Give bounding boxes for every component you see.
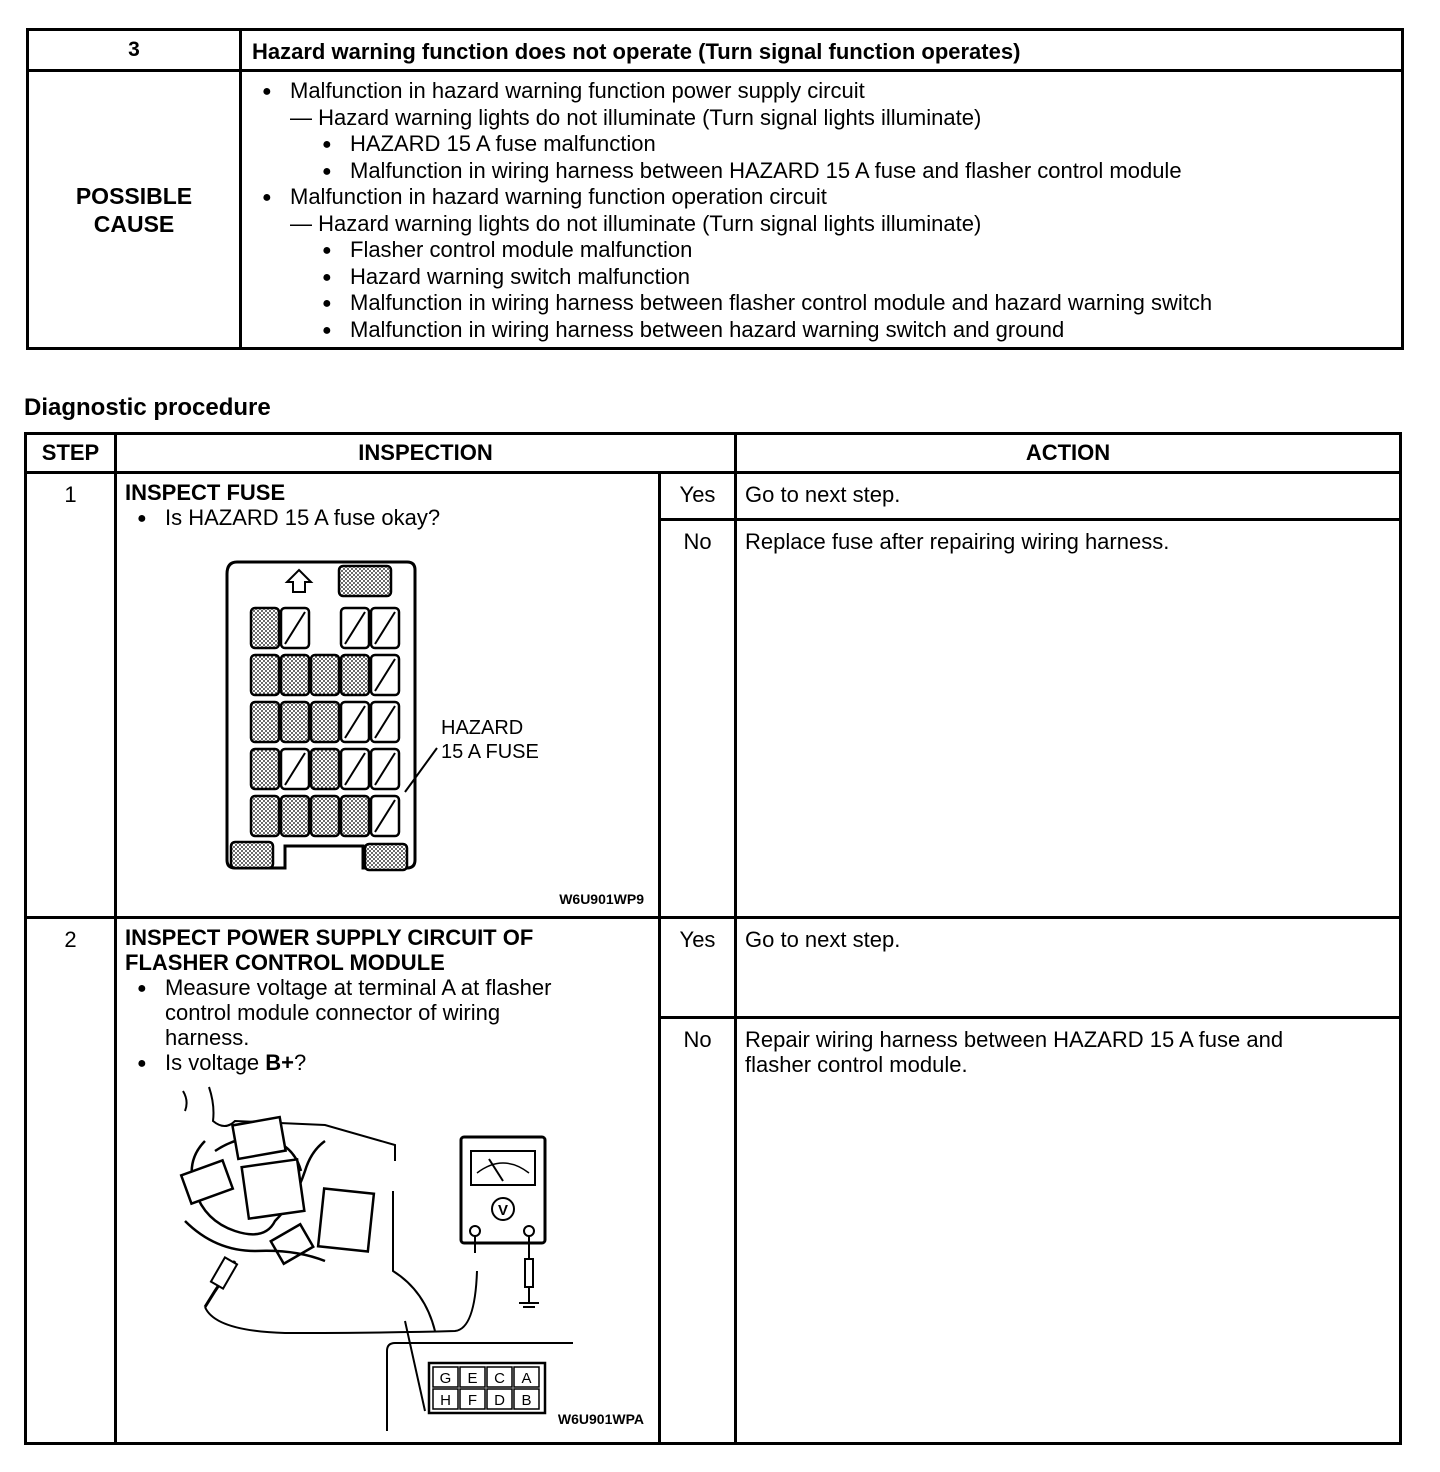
possible-cause-label-line2: CAUSE [93,210,175,237]
cause-item: ● Malfunction in hazard warning function operation circuit [242,184,1393,211]
fuse-slot [251,655,279,695]
step-2-title-line1: INSPECT POWER SUPPLY CIRCUIT OF [125,925,534,950]
step-2-question-value: B+ [265,1050,295,1075]
cause-item: ● Hazard warning switch malfunction [242,264,1393,291]
connector-terminal-label: H [440,1392,451,1409]
step-2-instruction-line3: harness. [165,1025,250,1050]
yes-label: Yes [660,473,736,520]
fuse-callout-line2: 15 A FUSE [441,741,539,763]
cause-item: ● Malfunction in hazard warning function power supply circuit [242,78,1393,105]
possible-cause-label-line1: POSSIBLE [75,182,193,209]
fuse-slot [341,796,369,836]
possible-cause-list [241,71,1403,349]
step-2-question-text: Is voltage [165,1050,266,1075]
voltage-measure-figure [125,1081,650,1436]
connector-terminal-label: D [494,1392,505,1409]
fuse-box-figure [125,530,650,910]
connector-terminal-label: F [467,1392,478,1409]
figure-code: W6U901WP9 [559,891,644,907]
step-2-question [125,1050,650,1075]
step-2-question-mark: ? [294,1050,307,1075]
voltage-measure-diagram [125,1081,655,1431]
fuse-slot [281,796,309,836]
fuse-slot [311,655,339,695]
no-label: No [660,520,736,918]
step-1-inspection [116,473,660,918]
connector-terminal-label: B [521,1392,532,1409]
step-1-no-action: Replace fuse after repairing wiring harness. [736,520,1401,918]
cause-item: ● HAZARD 15 A fuse malfunction [242,131,1393,158]
step-2-inspection [116,918,660,1444]
symptom-title: Hazard warning function does not operate (Turn signal function operates) [241,30,1403,71]
fuse-slot [281,655,309,695]
step-2-title [125,925,650,975]
step-number: 2 [26,918,116,1444]
fuse-slot [251,749,279,789]
possible-cause-label [28,71,241,349]
cause-item: ● Flasher control module malfunction [242,237,1393,264]
possible-cause-table [26,28,1404,350]
cause-item: ● Malfunction in wiring harness between HAZARD 15 A fuse and flasher control module [242,158,1393,185]
step-2-instruction-line1: ● Measure voltage at terminal A at flasher [165,975,552,1000]
step-1-title: INSPECT FUSE [125,480,286,505]
header-step: STEP [26,434,116,473]
yes-label: Yes [660,918,736,1018]
meter-symbol: V [497,1202,509,1219]
cause-item: ● Malfunction in wiring harness between hazard warning switch and ground [242,317,1393,344]
cause-item: — Hazard warning lights do not illuminate (Turn signal lights illuminate) [290,104,982,130]
section-heading: Diagnostic procedure [24,394,271,421]
step-number: 1 [26,473,116,918]
step-2-instruction [125,975,650,1050]
step-2-no-action [736,1018,1401,1444]
step-2-yes-action: Go to next step. [736,918,1401,1018]
no-label: No [660,1018,736,1444]
header-action: ACTION [736,434,1401,473]
symptom-number: 3 [28,30,241,71]
fuse-slot [251,702,279,742]
connector-terminal-label: G [439,1370,452,1387]
fuse-slot [251,796,279,836]
step-2-title-line2: FLASHER CONTROL MODULE [125,950,445,975]
fuse-slot [311,749,339,789]
fuse-callout [441,716,539,764]
step-1-yes-action: Go to next step. [736,473,1401,520]
fuse-callout-line1: HAZARD [441,717,524,739]
fuse-slot [341,655,369,695]
step-2-instruction-line2: control module connector of wiring [165,1000,501,1025]
diagnostic-table [24,432,1402,1445]
fuse-box-diagram [125,530,655,910]
cause-item: ● Malfunction in wiring harness between flasher control module and hazard warning switch [242,290,1393,317]
step-2-no-action-line2: flasher control module. [745,1052,968,1077]
step-2-no-action-line1: Repair wiring harness between HAZARD 15 A fuse and [745,1027,1284,1052]
figure-code: W6U901WPA [557,1411,644,1427]
cause-item: — Hazard warning lights do not illuminate (Turn signal lights illuminate) [290,210,982,236]
fuse-slot [251,608,279,648]
fuse-slot [311,796,339,836]
connector-terminal-label: C [494,1370,505,1387]
connector-terminal-label: A [521,1370,532,1387]
fuse-slot [311,702,339,742]
fuse-slot [281,702,309,742]
header-inspection: INSPECTION [116,434,736,473]
connector-terminal-label: E [467,1370,478,1387]
step-1-question: ● Is HAZARD 15 A fuse okay? [125,505,650,530]
